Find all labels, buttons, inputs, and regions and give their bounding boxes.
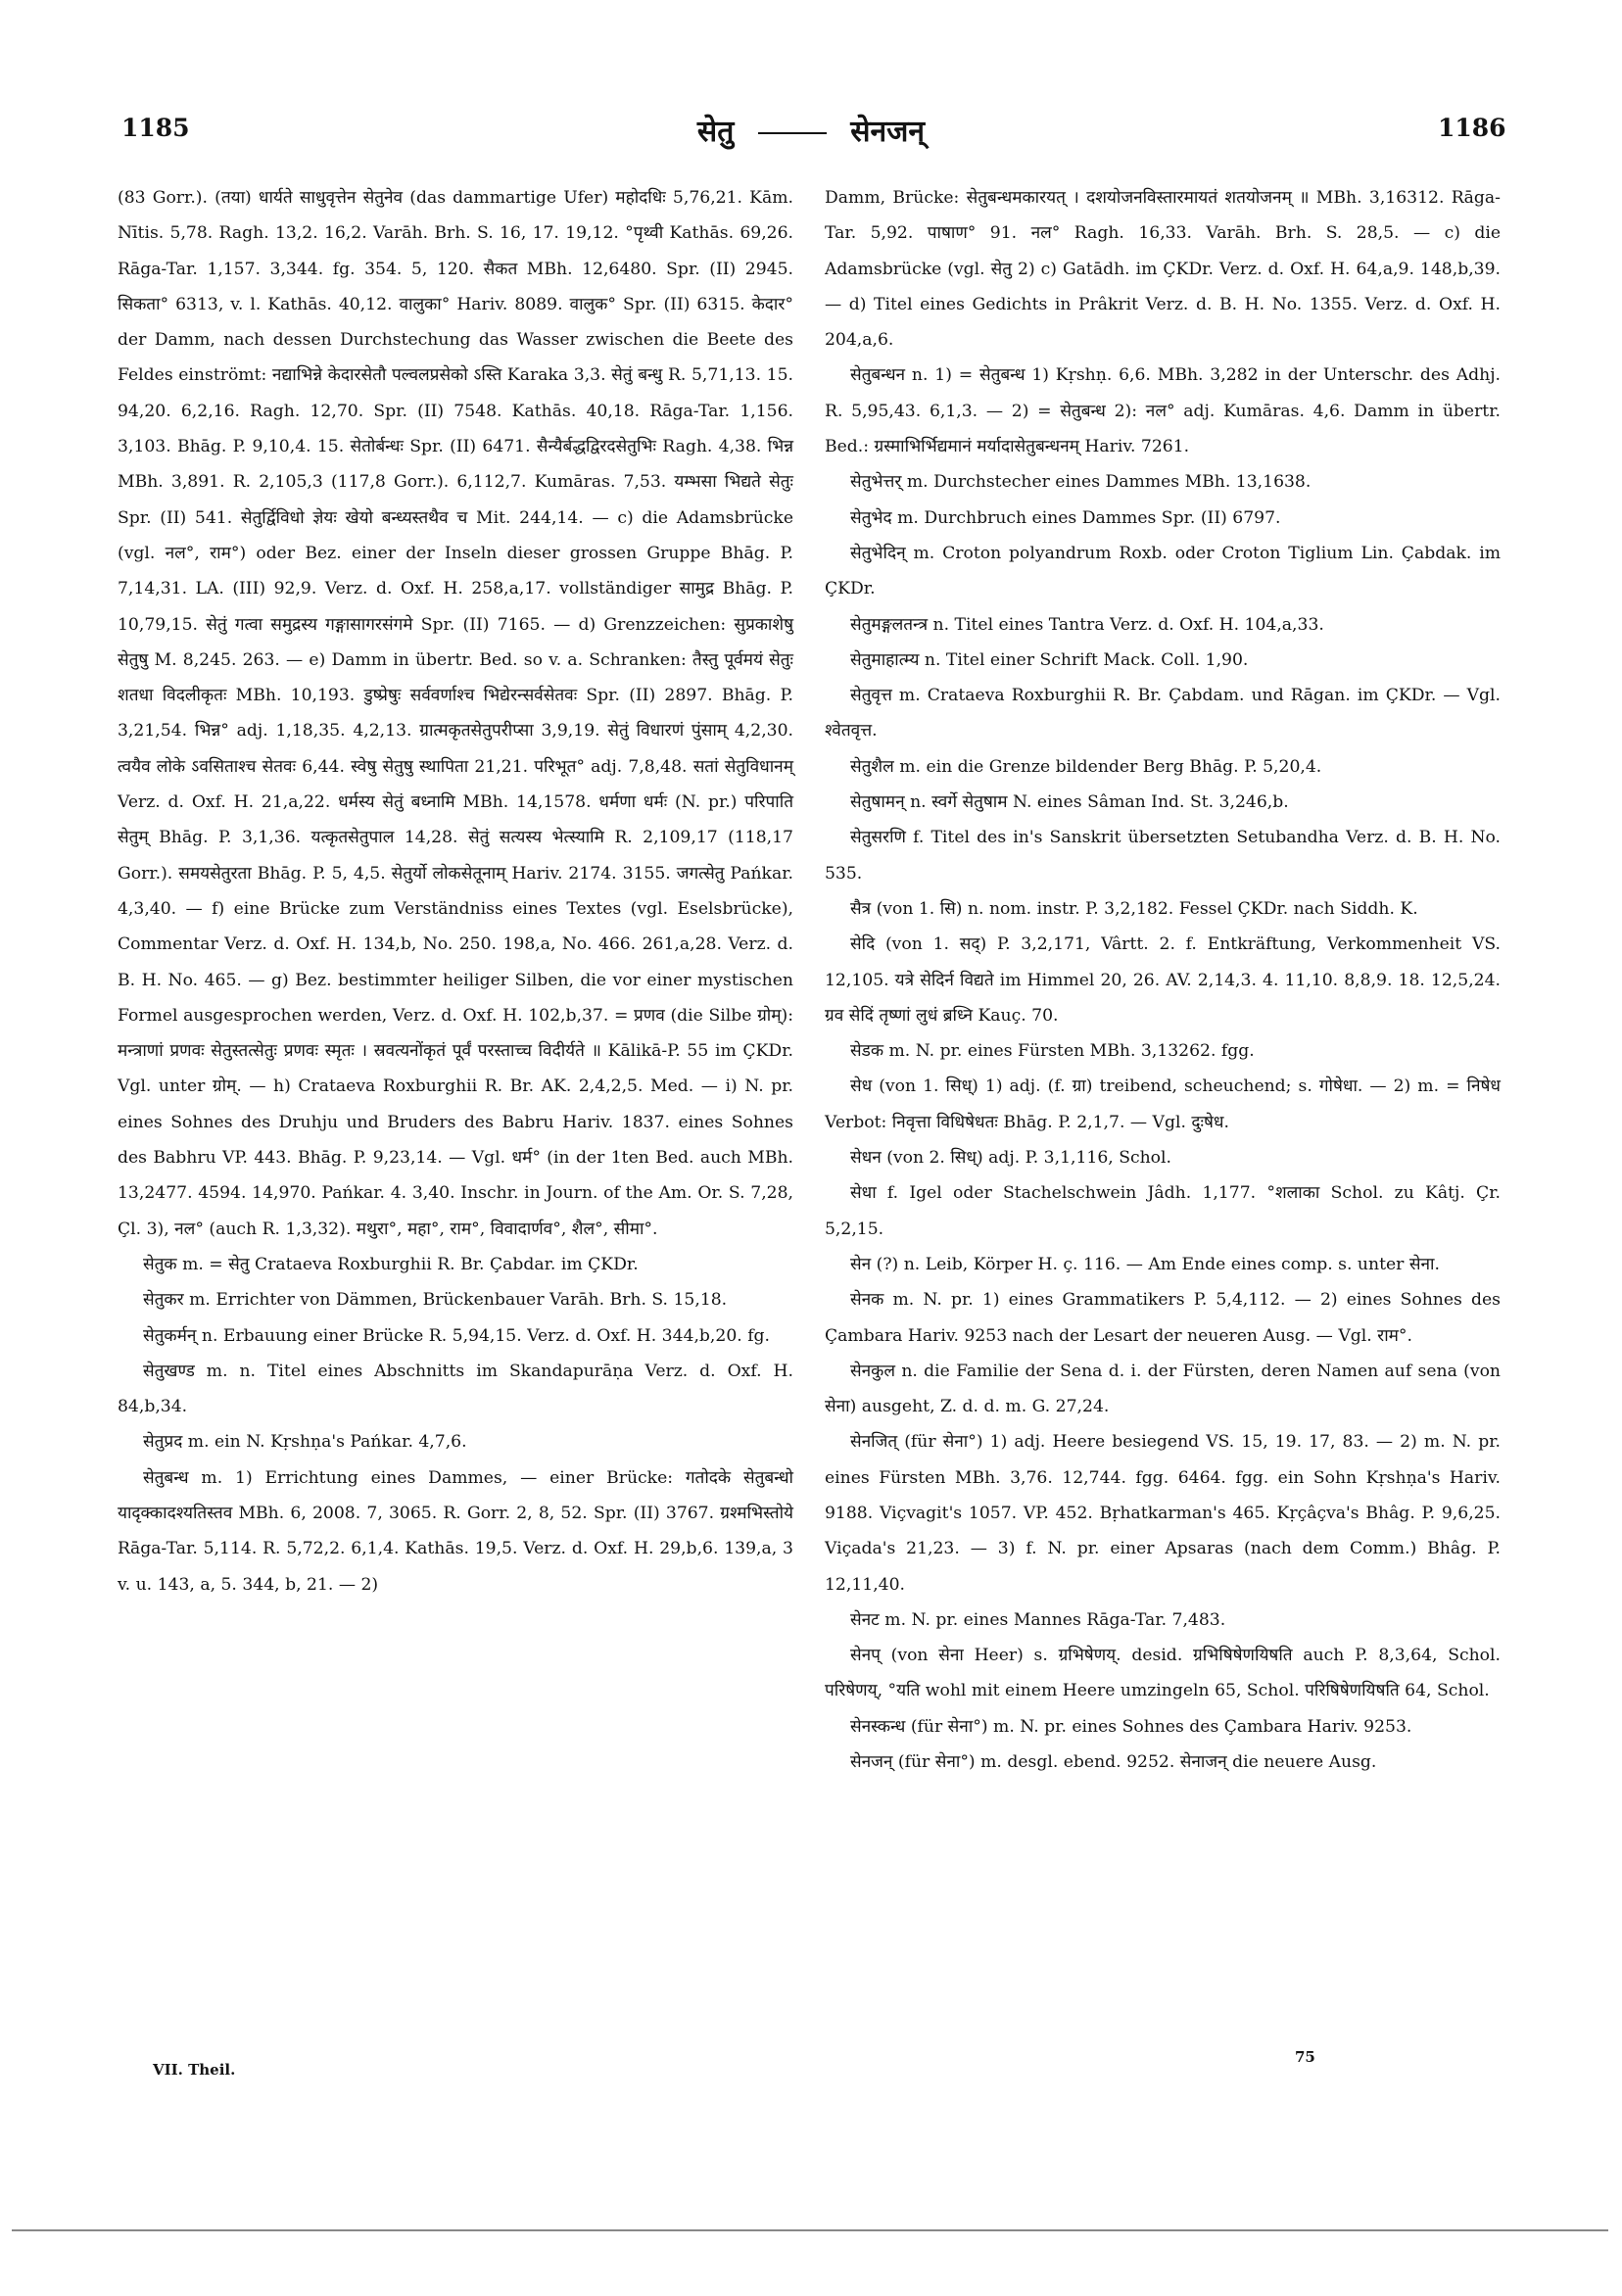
header-dash <box>758 132 827 134</box>
dictionary-entry: सेधन (von 2. सिध्) adj. P. 3,1,116, Schol. <box>850 1148 1171 1169</box>
dictionary-entry: Damm, Brücke: सेतुबन्धमकारयत् । दशयोजनविस्तारमायतं शतयोजनम् ॥ MBh. 3,16312. Rāga-Tar. 5,92. पाषाण° 91. नल° Ragh. 16,33. Varāh. Brh. S. 28,5. — c) die Adamsbrücke (vgl. सेतु 2) c) Gatādh. im ÇKDr. Verz. d. Oxf. H. 64,a,9. 148,b,39. — d) Titel eines Gedichts in Prâkrit Verz. d. B. H. No. 1355. Verz. d. Oxf. H. 204,a,6. <box>825 188 1501 351</box>
running-header <box>0 110 1622 150</box>
dictionary-entry: सेतुमाहात्म्य n. Titel einer Schrift Mack. Coll. 1,90. <box>850 649 1249 670</box>
dictionary-entry: सेध (von 1. सिध्) 1) adj. (f. ग्रा) treibend, scheuchend; s. गोषेधा. — 2) m. = निषेध Verbot: निवृत्ता विधिषेधतः Bhāg. P. 2,1,7. — Vgl. दुःषेध. <box>825 1076 1501 1132</box>
dictionary-entry: सेनस्कन्ध (für सेना°) m. N. pr. eines Sohnes des Çambara Hariv. 9253. <box>850 1716 1412 1737</box>
dictionary-entry: सेडक m. N. pr. eines Fürsten MBh. 3,13262. fgg. <box>850 1041 1255 1062</box>
dictionary-entry: सेतुबन्धन n. 1) = सेतुबन्ध 1) Kṛshṇ. 6,6. MBh. 3,282 in der Unterschr. des Adhj. R. 5,95,43. 6,1,3. — 2) = सेतुबन्ध 2): नल° adj. Kumāras. 4,6. Damm in übertr. Bed.: ग्रस्माभिर्भिद्यमानं मर्यादासेतुबन्धनम् Hariv. 7261. <box>825 365 1501 457</box>
dictionary-entry: सेनजन् (für सेना°) m. desgl. ebend. 9252. सेनाजन् die neuere Ausg. <box>850 1752 1377 1773</box>
dictionary-entry: सेधा f. Igel oder Stachelschwein Jâdh. 1,177. °शलाका Schol. zu Kâtj. Çr. 5,2,15. <box>825 1183 1501 1239</box>
dictionary-entry: सेनट m. N. pr. eines Mannes Rāga-Tar. 7,483. <box>850 1609 1226 1630</box>
dictionary-entry: (83 Gorr.). (तया) धार्यते साधुवृत्तेन सेतुनेव (das dammartige Ufer) महोदधिः 5,76,21. Kām. Nītis. 5,78. Ragh. 13,2. 16,2. Varāh. Brh. S. 16, 17. 19,12. °पृथ्वी Kathās. 69,26. Rāga-Tar. 1,157. 3,344. fg. 354. 5, 120. सैकत MBh. 12,6480. Spr. (II) 2945. सिकता° 6313, v. l. Kathās. 40,12. वालुका° Hariv. 8089. वालुक° Spr. (II) 6315. केदार° der Damm, nach dessen Durchstechung das Wasser zwischen die Beete des Feldes einströmt: नद्याभिन्ने केदारसेतौ पल्वलप्रसेको ऽस्ति Karaka 3,3. सेतुं बन्धु R. 5,71,13. 15. 94,20. 6,2,16. Ragh. 12,70. Spr. (II) 7548. Kathās. 40,18. Rāga-Tar. 1,156. 3,103. Bhāg. P. 9,10,4. 15. सेतोर्बन्धः Spr. (II) 6471. सैन्यैर्बद्धद्विरदसेतुभिः Ragh. 4,38. भिन्न MBh. 3,891. R. 2,105,3 (117,8 Gorr.). 6,112,7. Kumāras. 7,53. यम्भसा भिद्यते सेतुः Spr. (II) 541. सेतुर्द्विविधो ज्ञेयः खेयो बन्ध्यस्तथैव च Mit. 244,14. — c) die Adamsbrücke (vgl. नल°, राम°) oder Bez. einer der Inseln dieser grossen Gruppe Bhāg. P. 7,14,31. LA. (III) 92,9. Verz. d. Oxf. H. 258,a,17. vollständiger सामुद्र Bhāg. P. 10,79,15. सेतुं गत्वा समुद्रस्य गङ्गासागरसंगमे Spr. (II) 7165. — d) Grenzzeichen: सुप्रकाशेषु सेतुषु M. 8,245. 263. — e) Damm in übertr. Bed. so v. a. Schranken: तैस्तु पूर्वमयं सेतुः शतधा विदलीकृतः MBh. 10,193. डुष्प्रेषुः सर्ववर्णाश्च भिद्येरन्सर्वसेतवः Spr. (II) 2897. Bhāg. P. 3,21,54. भिन्न° adj. 1,18,35. 4,2,13. ग्रात्मकृतसेतुपरीप्सा 3,9,19. सेतुं विधारणं पुंसाम् 4,2,30. त्वयैव लोके ऽवसिताश्च सेतवः 6,44. स्वेषु सेतुषु स्थापिता 21,21. परिभूत° adj. 7,8,48. सतां सेतुविधानम् Verz. d. Oxf. H. 21,a,22. धर्मस्य सेतुं बध्नामि MBh. 14,1578. धर्मणा धर्मः (N. pr.) परिपाति सेतुम् Bhāg. P. 3,1,36. यत्कृतसेतुपाल 14,28. सेतुं सत्यस्य भेत्स्यामि R. 2,109,17 (118,17 Gorr.). समयसेतुरता Bhāg. P. 5, 4,5. सेतुर्यो लोकसेतूनाम् Hariv. 2174. 3155. जगत्सेतु Pańkar. 4,3,40. — f) eine Brücke zum Verständniss eines Textes (vgl. Eselsbrücke), Commentar Verz. d. Oxf. H. 134,b, No. 250. 198,a, No. 466. 261,a,28. Verz. d. B. H. No. 465. — g) Bez. bestimmter heiliger Silben, die vor einer mystischen Formel ausgesprochen werden, Verz. d. Oxf. H. 102,b,37. = प्रणव (die Silbe ग्रोम्): मन्त्राणां प्रणवः सेतुस्तत्सेतुः प्रणवः स्मृतः । स्रवत्यनोंकृतं पूर्वं परस्ताच्च विदीर्यते ॥ Kālikā-P. 55 im ÇKDr. Vgl. unter ग्रोम्. — h) Crataeva Roxburghii R. Br. AK. 2,4,2,5. Med. — i) N. pr. eines Sohnes des Druhju und Bruders des Babru Hariv. 1837. eines Sohnes des Babhru VP. 443. Bhāg. P. 9,23,14. — Vgl. धर्म° (in der 1ten Bed. auch MBh. 13,2477. 4594. 14,970. Pańkar. 4. 3,40. Inschr. in Journ. of the Am. Or. S. 7,28, Çl. 3), नल° (auch R. 1,3,32). मथुरा°, महा°, राम°, विवादार्णव°, शैल°, सीमा°. <box>118 188 793 1239</box>
dictionary-entry: सेनक m. N. pr. 1) eines Grammatikers P. 5,4,112. — 2) eines Sohnes des Çambara Hariv. 9253 nach der Lesart der neueren Ausg. — Vgl. राम°. <box>825 1290 1501 1346</box>
dictionary-entry: सेतुसरणि f. Titel des in's Sanskrit übersetzten Setubandha Verz. d. B. H. No. 535. <box>825 828 1501 884</box>
dictionary-entry: सेदि (von 1. सद्) P. 3,2,171, Vârtt. 2. f. Entkräftung, Verkommenheit VS. 12,105. यत्रे सेदिर्न विद्यते im Himmel 20, 26. AV. 2,14,3. 4. 11,10. 8,8,9. 18. 12,5,24. ग्रव सेदिं तृष्णां लुधं ब्रध्नि Kauç. 70. <box>825 934 1501 1026</box>
dictionary-entry: सेतुबन्ध m. 1) Errichtung eines Dammes, — einer Brücke: गतोदके सेतुबन्धो यादृक्कादश्यतिस्तव MBh. 6, 2008. 7, 3065. R. Gorr. 2, 8, 52. Spr. (II) 3767. ग्रश्मभिस्तोये Rāga-Tar. 5,114. R. 5,72,2. 6,1,4. Kathās. 19,5. Verz. d. Oxf. H. 29,b,6. 139,a, 3 v. u. 143, a, 5. 344, b, 21. — 2) <box>118 1467 793 1595</box>
dictionary-entry: सेन (?) n. Leib, Körper H. ç. 116. — Am Ende eines comp. s. unter सेना. <box>850 1254 1440 1274</box>
dictionary-entry: सेनकुल n. die Familie der Sena d. i. der Fürsten, deren Namen auf sena (von सेना) ausgeht, Z. d. d. m. G. 27,24. <box>825 1361 1501 1417</box>
dictionary-entry: सेतुकर्मन् n. Erbauung einer Brücke R. 5,94,15. Verz. d. Oxf. H. 344,b,20. fg. <box>143 1325 771 1346</box>
dictionary-entry: सेतुमङ्गलतन्त्र n. Titel eines Tantra Verz. d. Oxf. H. 104,a,33. <box>850 614 1324 635</box>
headword-right: सेनजन् <box>850 115 926 149</box>
dictionary-entry: सेनप् (von सेना Heer) s. ग्रभिषेणय्. desid. ग्रभिषिषेणयिषति auch P. 8,3,64, Schol. परिषेणय्, °यति wohl mit einem Heere umzingeln 65, Schol. परिषिषेणयिषति 64, Schol. <box>825 1646 1501 1701</box>
left-column <box>118 180 793 1602</box>
right-column <box>825 180 1501 1780</box>
dictionary-entry: सेतुप्रद m. ein N. Kṛshṇa's Pańkar. 4,7,6. <box>143 1432 467 1453</box>
dictionary-entry: सेतुखण्ड m. n. Titel eines Abschnitts im Skandapurāṇa Verz. d. Oxf. H. 84,b,34. <box>118 1361 793 1417</box>
dictionary-entry: सेतुभेत्तर् m. Durchstecher eines Dammes MBh. 13,1638. <box>850 472 1312 493</box>
dictionary-entry: सेतुशैल m. ein die Grenze bildender Berg Bhāg. P. 5,20,4. <box>850 756 1322 777</box>
page-number-left: 1185 <box>121 114 190 142</box>
dictionary-entry: सेनजित् (für सेना°) 1) adj. Heere besiegend VS. 15, 19. 17, 83. — 2) m. N. pr. eines Fürsten MBh. 3,76. 12,744. fgg. 6464. fgg. ein Sohn Kṛshṇa's Hariv. 9188. Viçvagit's 1057. VP. 452. Bṛhatkarman's 465. Kṛçâçva's Bhâg. P. 9,6,25. Viçada's 21,23. — 3) f. N. pr. einer Apsaras (nach dem Comm.) Bhâg. P. 12,11,40. <box>825 1432 1501 1595</box>
volume-signature: VII. Theil. <box>153 2061 236 2079</box>
dictionary-entry: सेतुभेद m. Durchbruch eines Dammes Spr. (II) 6797. <box>850 507 1281 528</box>
sheet-signature: 75 <box>1295 2048 1315 2066</box>
dictionary-entry: सेतुषामन् n. स्वर्गे सेतुषाम N. eines Sâman Ind. St. 3,246,b. <box>850 792 1289 813</box>
dictionary-entry: सेतुकर m. Errichter von Dämmen, Brückenbauer Varāh. Brh. S. 15,18. <box>143 1290 728 1311</box>
bottom-rule <box>12 2229 1608 2231</box>
page-number-right: 1186 <box>1438 114 1506 142</box>
dictionary-entry: सैत्र (von 1. सि) n. nom. instr. P. 3,2,182. Fessel ÇKDr. nach Siddh. K. <box>850 898 1418 919</box>
dictionary-entry: सेतुक m. = सेतु Crataeva Roxburghii R. Br. Çabdar. im ÇKDr. <box>143 1254 639 1274</box>
headword-left: सेतु <box>696 115 735 149</box>
dictionary-entry: सेतुवृत्त m. Crataeva Roxburghii R. Br. Çabdam. und Rāgan. im ÇKDr. — Vgl. श्वेतवृत्त. <box>825 686 1501 741</box>
dictionary-entry: सेतुभेदिन् m. Croton polyandrum Roxb. oder Croton Tiglium Lin. Çabdak. im ÇKDr. <box>825 543 1501 599</box>
